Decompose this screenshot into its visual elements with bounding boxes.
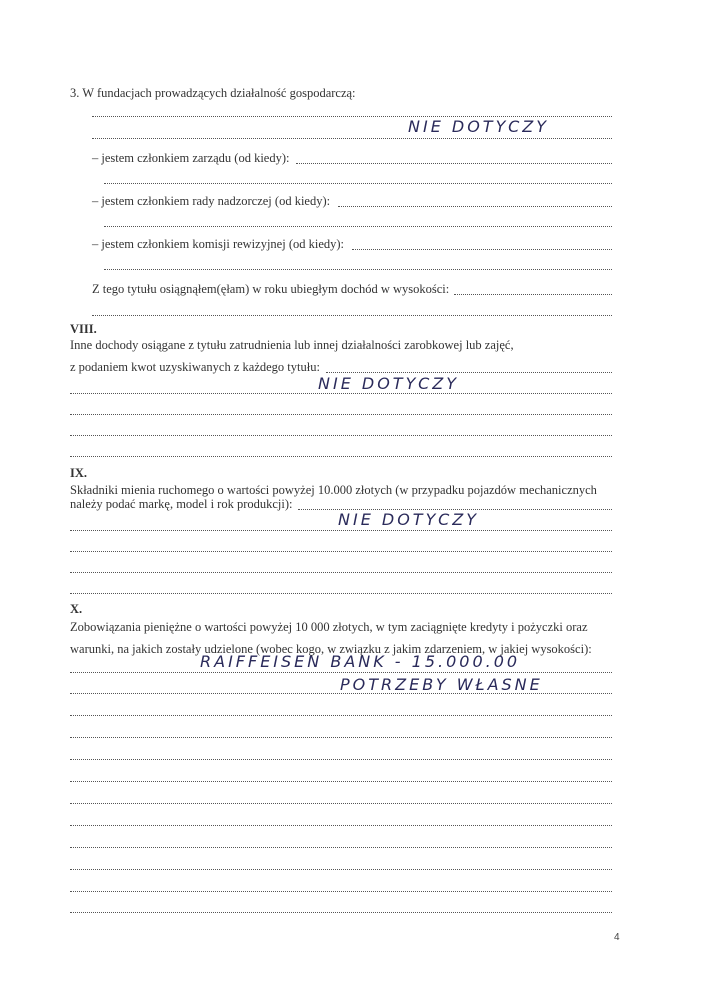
fill-line[interactable] bbox=[70, 551, 612, 552]
supervisory-board-label: – jestem członkiem rady nadzorczej (od kiedy): bbox=[92, 194, 331, 208]
fill-line[interactable] bbox=[70, 759, 612, 760]
fill-line[interactable] bbox=[92, 315, 612, 316]
fill-line[interactable] bbox=[104, 226, 612, 227]
section8-text-line1: Inne dochody osiągane z tytułu zatrudnienia lub innej działalności zarobkowej lub zajęć, bbox=[70, 338, 514, 352]
fill-line[interactable] bbox=[70, 593, 612, 594]
board-member-label: – jestem członkiem zarządu (od kiedy): bbox=[92, 151, 290, 165]
fill-line[interactable] bbox=[326, 372, 612, 373]
fill-line[interactable] bbox=[70, 530, 612, 531]
fill-line[interactable] bbox=[70, 693, 612, 694]
fill-line[interactable] bbox=[70, 414, 612, 415]
fill-line[interactable] bbox=[70, 572, 612, 573]
fill-line[interactable] bbox=[92, 138, 612, 139]
section9-number: IX. bbox=[70, 466, 88, 480]
fill-line[interactable] bbox=[70, 891, 612, 892]
handwritten-answer-section10-line1: RAIFFEISEN BANK - 15.000.00 bbox=[200, 652, 521, 671]
fill-line[interactable] bbox=[70, 847, 612, 848]
section9-text-line1: Składniki mienia ruchomego o wartości powyżej 10.000 złotych (w przypadku pojazdów mechanicznych bbox=[70, 483, 597, 497]
section8-number: VIII. bbox=[70, 322, 97, 336]
section9-text-line2: należy podać markę, model i rok produkcji): bbox=[70, 497, 293, 511]
handwritten-answer-section9: NIE DOTYCZY bbox=[338, 510, 479, 529]
fill-line[interactable] bbox=[70, 715, 612, 716]
fill-line[interactable] bbox=[104, 269, 612, 270]
fill-line[interactable] bbox=[70, 672, 612, 673]
fill-line[interactable] bbox=[70, 435, 612, 436]
fill-line[interactable] bbox=[70, 912, 612, 913]
fill-line[interactable] bbox=[70, 737, 612, 738]
handwritten-answer-section10-line2: POTRZEBY WŁASNE bbox=[340, 675, 543, 694]
fill-line[interactable] bbox=[454, 294, 612, 295]
section10-number: X. bbox=[70, 602, 83, 616]
section10-text-line1: Zobowiązania pieniężne o wartości powyżej 10 000 złotych, w tym zaciągnięte kredyty i pożyczki oraz bbox=[70, 620, 588, 634]
fill-line[interactable] bbox=[70, 456, 612, 457]
handwritten-answer-section8: NIE DOTYCZY bbox=[318, 374, 459, 393]
section8-text-line2: z podaniem kwot uzyskiwanych z każdego tytułu: bbox=[70, 360, 320, 374]
section10-text-line2: warunki, na jakich zostały udzielone (wobec kogo, w związku z jakim zdarzeniem, w jakiej wysokości): bbox=[70, 642, 592, 656]
fill-line[interactable] bbox=[70, 393, 612, 394]
handwritten-answer-section3: NIE DOTYCZY bbox=[408, 117, 549, 136]
fill-line[interactable] bbox=[104, 183, 612, 184]
fill-line[interactable] bbox=[70, 825, 612, 826]
fill-line[interactable] bbox=[70, 803, 612, 804]
fill-line[interactable] bbox=[296, 163, 612, 164]
audit-committee-label: – jestem członkiem komisji rewizyjnej (od kiedy): bbox=[92, 237, 345, 251]
fill-line[interactable] bbox=[70, 781, 612, 782]
fill-line[interactable] bbox=[70, 869, 612, 870]
income-label: Z tego tytułu osiągnąłem(ęłam) w roku ubiegłym dochód w wysokości: bbox=[92, 282, 450, 296]
page-number: 4 bbox=[614, 932, 620, 943]
fill-line[interactable] bbox=[338, 206, 612, 207]
section3-heading: 3. W fundacjach prowadzących działalność gospodarczą: bbox=[70, 86, 356, 100]
fill-line[interactable] bbox=[352, 249, 612, 250]
